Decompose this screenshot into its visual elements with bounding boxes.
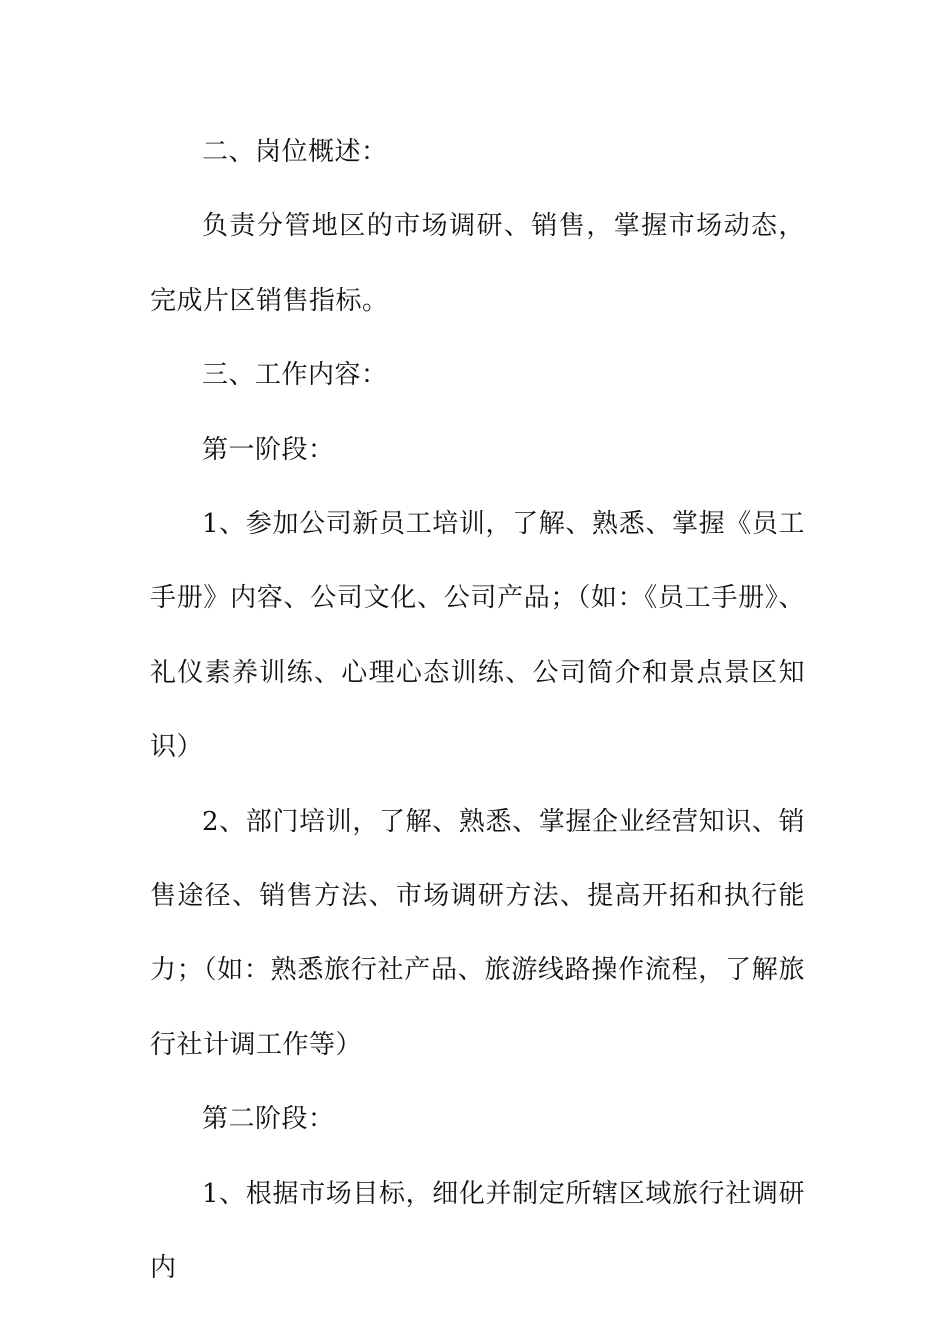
stage-heading-one: 第一阶段： [202,434,335,465]
paragraph-job-overview: 负责分管地区的市场调研、销售，掌握市场动态，完成片区销售指标。 [150,211,805,316]
paragraph-stage-one-item-2: 2、部门培训，了解、熟悉、掌握企业经营知识、销售途径、销售方法、市场调研方法、提高开拓和执行能力；（如：熟悉旅行社产品、旅游线路操作流程，了解旅行社计调工作等） [150,806,805,1060]
section-heading-work-content: 三、工作内容： [202,360,388,391]
section-heading-job-overview: 二、岗位概述： [202,137,388,167]
paragraph-stage-two-item-1: 1、根据市场目标，细化并制定所辖区域旅行社调研内 [150,1178,805,1284]
stage-heading-two: 第二阶段： [202,1104,335,1135]
document-body [150,115,805,1306]
paragraph-stage-one-item-1: 1、参加公司新员工培训，了解、熟悉、掌握《员工手册》内容、公司文化、公司产品；（如：《员工手册》、礼仪素养训练、心理心态训练、公司简介和景点景区知识） [150,509,805,763]
